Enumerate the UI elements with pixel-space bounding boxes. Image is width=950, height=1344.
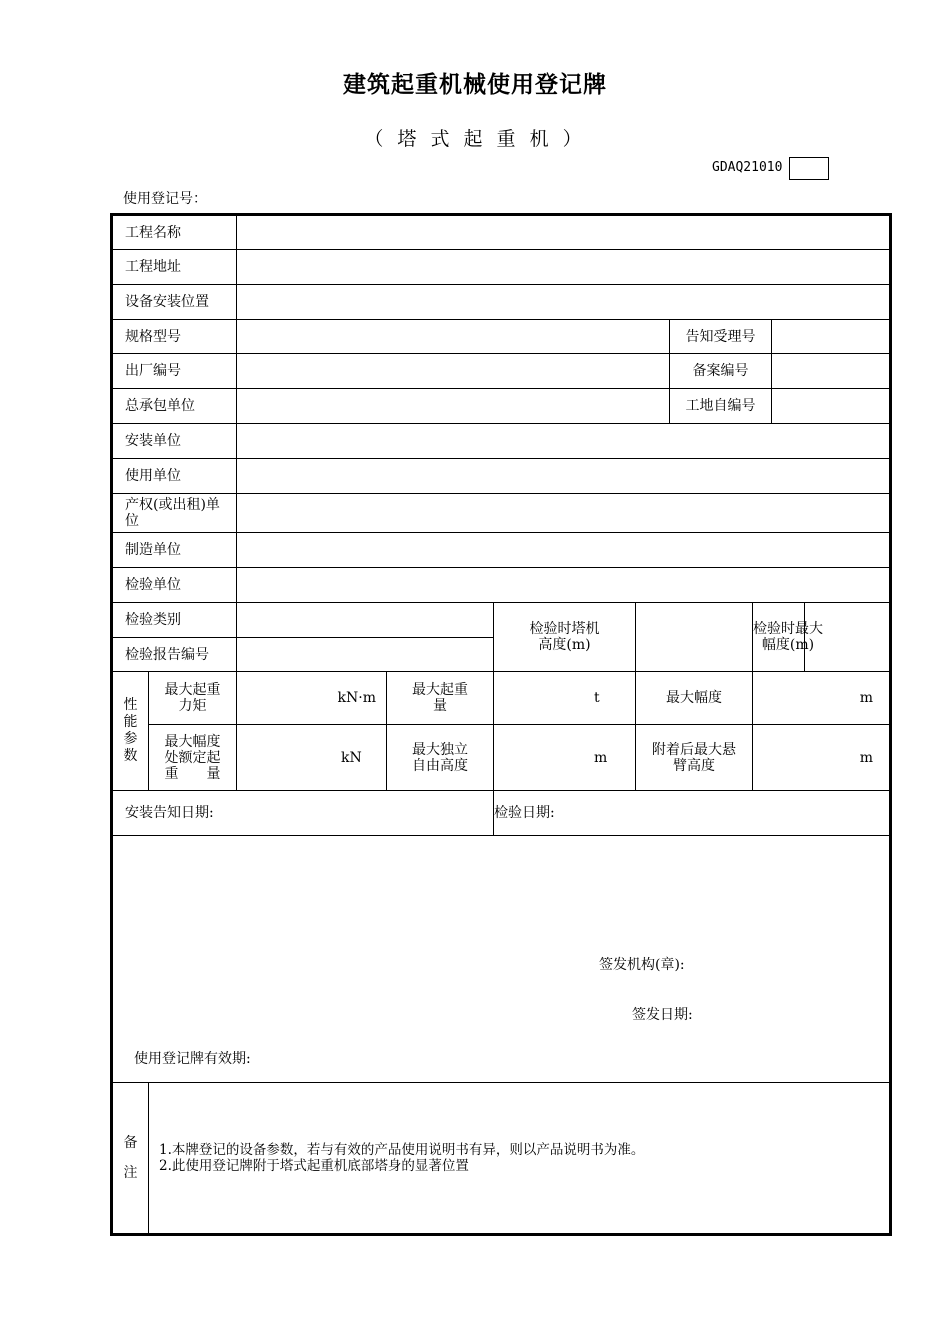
report-no-field[interactable] (237, 638, 494, 672)
remarks-line-1: 1.本牌登记的设备参数，若与有效的产品使用说明书有异，则以产品说明书为准。 (159, 1142, 645, 1158)
report-no-label: 检验报告编号 (112, 638, 237, 672)
record-no-field[interactable] (772, 354, 891, 389)
max-cantilever-field[interactable]: m (753, 725, 891, 791)
owner-unit-label-text: 产权(或出租)单位 (125, 497, 220, 529)
max-load-text: 最大起重 量 (412, 682, 482, 714)
inspection-type-label: 检验类别 (112, 603, 237, 638)
issue-date-label: 签发日期: (632, 1007, 693, 1023)
issuer-label: 签发机构(章): (599, 957, 685, 973)
general-contractor-field[interactable] (237, 389, 670, 424)
issue-block (112, 836, 891, 1083)
rated-load-field[interactable]: kN (237, 725, 387, 791)
inspection-tower-height-label (494, 603, 636, 672)
inspector-field[interactable] (237, 568, 891, 603)
site-no-field[interactable] (772, 389, 891, 424)
max-load-field[interactable]: t (494, 672, 636, 725)
manufacturer-label: 制造单位 (112, 533, 237, 568)
registration-form (110, 213, 892, 1236)
project-name-label: 工程名称 (112, 215, 237, 250)
project-address-field[interactable] (237, 250, 891, 285)
installer-label: 安装单位 (112, 424, 237, 459)
site-no-label: 工地自编号 (670, 389, 772, 424)
max-load-label (387, 672, 494, 725)
remarks-label (112, 1083, 149, 1235)
max-free-height-label (387, 725, 494, 791)
user-unit-label: 使用单位 (112, 459, 237, 494)
page-subtitle: （ 塔 式 起 重 机 ） (364, 128, 586, 150)
inspection-max-range-text: 检验时最大幅度(m) (753, 621, 823, 653)
max-range-label: 最大幅度 (636, 672, 753, 725)
factory-no-label: 出厂编号 (112, 354, 237, 389)
form-code: GDAQ21010 (712, 160, 783, 175)
inspection-date[interactable] (494, 791, 891, 836)
rated-load-text: 最大幅度处额定起重 量 (164, 733, 221, 782)
model-label: 规格型号 (112, 320, 237, 354)
validity-label: 使用登记牌有效期: (134, 1051, 251, 1067)
remarks-line-2: 2.此使用登记牌附于塔式起重机底部塔身的显著位置 (159, 1158, 469, 1174)
inspection-date-text: 检验日期: (494, 805, 555, 821)
notice-no-label: 告知受理号 (670, 320, 772, 354)
max-moment-text: 最大起重力矩 (164, 682, 221, 714)
inspection-type-field[interactable] (237, 603, 494, 638)
params-section-text: 性能参数 (123, 697, 138, 764)
inspection-tower-height-text: 检验时塔机高度(m) (529, 621, 600, 653)
owner-unit-field[interactable] (237, 494, 891, 533)
factory-no-field[interactable] (237, 354, 670, 389)
inspector-label: 检验单位 (112, 568, 237, 603)
page-title: 建筑起重机械使用登记牌 (343, 72, 607, 98)
max-moment-field[interactable]: kN·m (237, 672, 387, 725)
max-range-field[interactable]: m (753, 672, 891, 725)
manufacturer-field[interactable] (237, 533, 891, 568)
install-location-field[interactable] (237, 285, 891, 320)
remarks-label-text: 备注 (123, 1135, 138, 1181)
max-moment-label (149, 672, 237, 725)
project-address-label: 工程地址 (112, 250, 237, 285)
max-free-height-field[interactable]: m (494, 725, 636, 791)
params-section-label (112, 672, 149, 791)
registration-no-label: 使用登记号： (123, 191, 207, 207)
form-code-box[interactable] (789, 157, 829, 180)
record-no-label: 备案编号 (670, 354, 772, 389)
user-unit-field[interactable] (237, 459, 891, 494)
notice-no-field[interactable] (772, 320, 891, 354)
general-contractor-label: 总承包单位 (112, 389, 237, 424)
max-cantilever-label (636, 725, 753, 791)
inspection-max-range-field[interactable] (805, 603, 891, 672)
inspection-max-range-label (753, 603, 823, 672)
remarks-content (149, 1083, 891, 1235)
install-notice-date[interactable]: 安装告知日期: (112, 791, 494, 836)
owner-unit-label (112, 494, 237, 533)
rated-load-label (149, 725, 237, 791)
inspection-tower-height-field[interactable] (636, 603, 753, 672)
max-cantilever-text: 附着后最大悬臂高度 (652, 741, 736, 774)
model-field[interactable] (237, 320, 670, 354)
installer-field[interactable] (237, 424, 891, 459)
project-name-field[interactable] (237, 215, 891, 250)
max-free-height-text: 最大独立自由高度 (412, 741, 468, 774)
install-location-label: 设备安装位置 (112, 285, 237, 320)
